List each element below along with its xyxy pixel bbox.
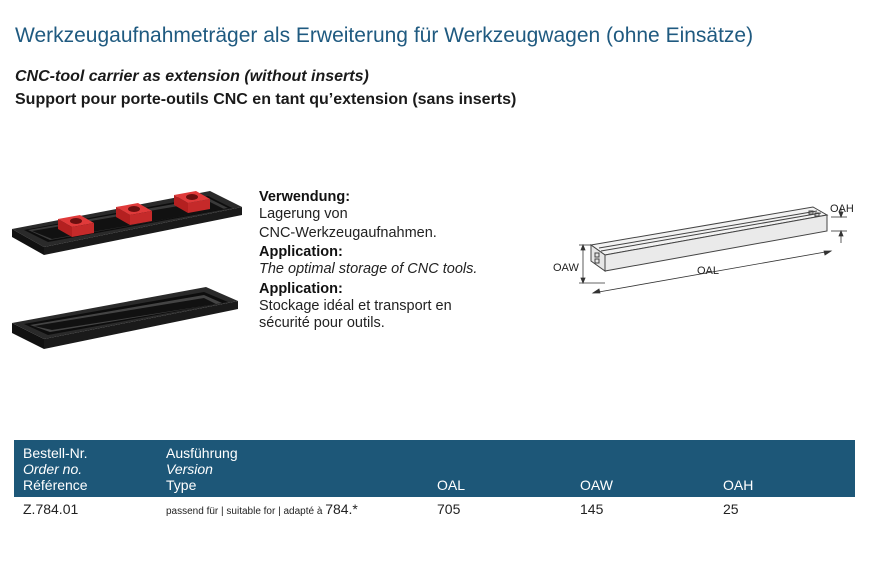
header-order-no [14,440,157,497]
cell-order-no: Z.784.01 [23,501,79,517]
oaw-label: OAW [553,262,579,274]
subtitle-french: Support pour porte-outils CNC en tant qu’extension (sans inserts) [15,91,517,108]
header-version-de: Ausführung [166,445,238,461]
header-order-fr: Référence [23,477,88,493]
oah-label: OAH [830,203,854,215]
usage-de-text-1: Lagerung von [259,206,348,222]
usage-description [259,189,529,332]
subtitle-english: CNC-tool carrier as extension (without inserts) [15,68,369,85]
header-version [157,440,428,497]
header-version-fr: Type [166,477,197,493]
header-order-en: Order no. [23,461,83,477]
header-oaw: OAW [580,477,613,493]
cell-oaw: 145 [580,501,604,517]
product-image-empty [10,283,245,358]
usage-fr-text-1: Stockage idéal et transport en [259,298,452,314]
usage-fr-heading: Application: [259,281,343,297]
table-row [14,497,855,517]
oal-label: OAL [697,265,720,277]
table-header-row [14,440,855,497]
usage-en-heading: Application: [259,244,343,260]
header-oal: OAL [437,477,466,493]
cell-oal: 705 [437,501,461,517]
product-image-with-inserts [10,185,245,265]
header-order-de: Bestell-Nr. [23,445,88,461]
header-version-en: Version [166,461,213,477]
cell-oah: 25 [723,501,739,517]
page-title: Werkzeugaufnahmeträger als Erweiterung für Werkzeugwagen (ohne Einsätze) [15,24,754,47]
dimension-drawing [545,195,860,295]
usage-en-text: The optimal storage of CNC tools. [259,261,478,277]
usage-fr-text-2: sécurité pour outils. [259,315,385,331]
specification-table [14,440,855,517]
header-oah: OAH [723,477,754,493]
usage-de-text-2: CNC-Werkzeugaufnahmen. [259,225,437,241]
cell-version: passend für | suitable for | adapté à 784.* [166,501,358,517]
usage-de-heading: Verwendung: [259,189,351,205]
